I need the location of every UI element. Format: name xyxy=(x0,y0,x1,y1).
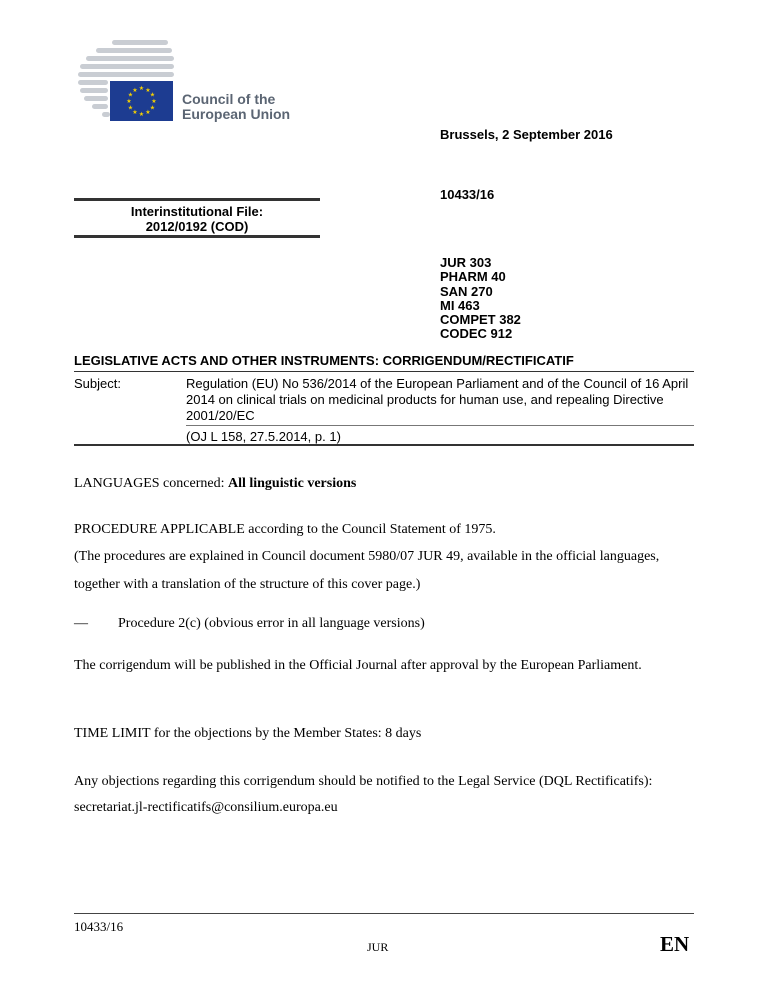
publication-note: The corrigendum will be published in the Official Journal after approval by the European Parliament. xyxy=(74,658,642,673)
code-item: PHARM 40 xyxy=(440,269,506,285)
interinstitutional-file xyxy=(74,204,320,234)
footer-doc-number: 10433/16 xyxy=(74,919,124,934)
eu-flag-icon xyxy=(110,81,173,121)
interinstitutional-label: Interinstitutional File: xyxy=(130,204,264,219)
svg-text:★: ★ xyxy=(151,98,157,105)
svg-text:★: ★ xyxy=(145,109,151,116)
languages-line xyxy=(74,473,694,495)
document-date: Brussels, 2 September 2016 xyxy=(440,127,613,142)
institution-line-2: European Union xyxy=(182,106,291,122)
divider xyxy=(186,425,694,426)
divider xyxy=(74,444,694,446)
procedure-item: Procedure 2(c) (obvious error in all language versions) xyxy=(118,616,425,631)
divider xyxy=(74,198,320,201)
languages-label: LANGUAGES concerned: xyxy=(74,476,228,491)
subject-text: Regulation (EU) No 536/2014 of the European Parliament and of the Council of 16 April 2014 on clinical trials on medicinal products for human use, and repealing Directive 2001/20/EC xyxy=(186,376,689,423)
divider xyxy=(74,235,320,238)
svg-text:★: ★ xyxy=(127,91,134,99)
institution-line-1: Council of the xyxy=(182,91,276,107)
code-item: SAN 270 xyxy=(440,283,493,299)
svg-text:★: ★ xyxy=(126,98,132,105)
document-title: LEGISLATIVE ACTS AND OTHER INSTRUMENTS: CORRIGENDUM/RECTIFICATIF xyxy=(74,353,574,368)
languages-value: All linguistic versions xyxy=(227,476,357,491)
code-item: JUR 303 xyxy=(440,255,492,270)
code-item: CODEC 912 xyxy=(440,326,513,342)
svg-text:★: ★ xyxy=(132,109,138,116)
footer-divider xyxy=(74,913,694,914)
institution-name xyxy=(182,92,290,122)
classification-codes xyxy=(440,256,521,342)
svg-text:★: ★ xyxy=(132,87,138,94)
footer-language: EN xyxy=(660,932,690,956)
svg-text:★: ★ xyxy=(138,85,145,92)
objections-note: Any objections regarding this corrigendum should be notified to the Legal Service (DQL Rectificatifs): secretariat.jl-rectificatifs@consilium.europa.eu xyxy=(74,774,653,815)
time-limit: TIME LIMIT for the objections by the Member States: 8 days xyxy=(74,726,422,741)
subject-label: Subject: xyxy=(74,376,121,391)
interinstitutional-number: 2012/0192 (COD) xyxy=(145,219,249,234)
svg-text:★: ★ xyxy=(149,104,156,112)
footer-department: JUR xyxy=(367,940,389,954)
svg-text:★: ★ xyxy=(127,104,134,112)
svg-text:★: ★ xyxy=(149,91,156,99)
procedure-line: PROCEDURE APPLICABLE according to the Council Statement of 1975. xyxy=(74,522,496,537)
procedure-note: (The procedures are explained in Council document 5980/07 JUR 49, available in the official languages, together with a translation of the structure of this cover page.) xyxy=(74,549,660,592)
svg-text:★: ★ xyxy=(138,111,145,118)
code-item: MI 463 xyxy=(440,297,480,313)
list-dash: — xyxy=(74,616,88,631)
subject-reference: (OJ L 158, 27.5.2014, p. 1) xyxy=(186,429,341,444)
document-number: 10433/16 xyxy=(440,187,495,202)
svg-text:★: ★ xyxy=(145,87,151,94)
divider xyxy=(74,371,694,372)
code-item: COMPET 382 xyxy=(440,312,521,328)
